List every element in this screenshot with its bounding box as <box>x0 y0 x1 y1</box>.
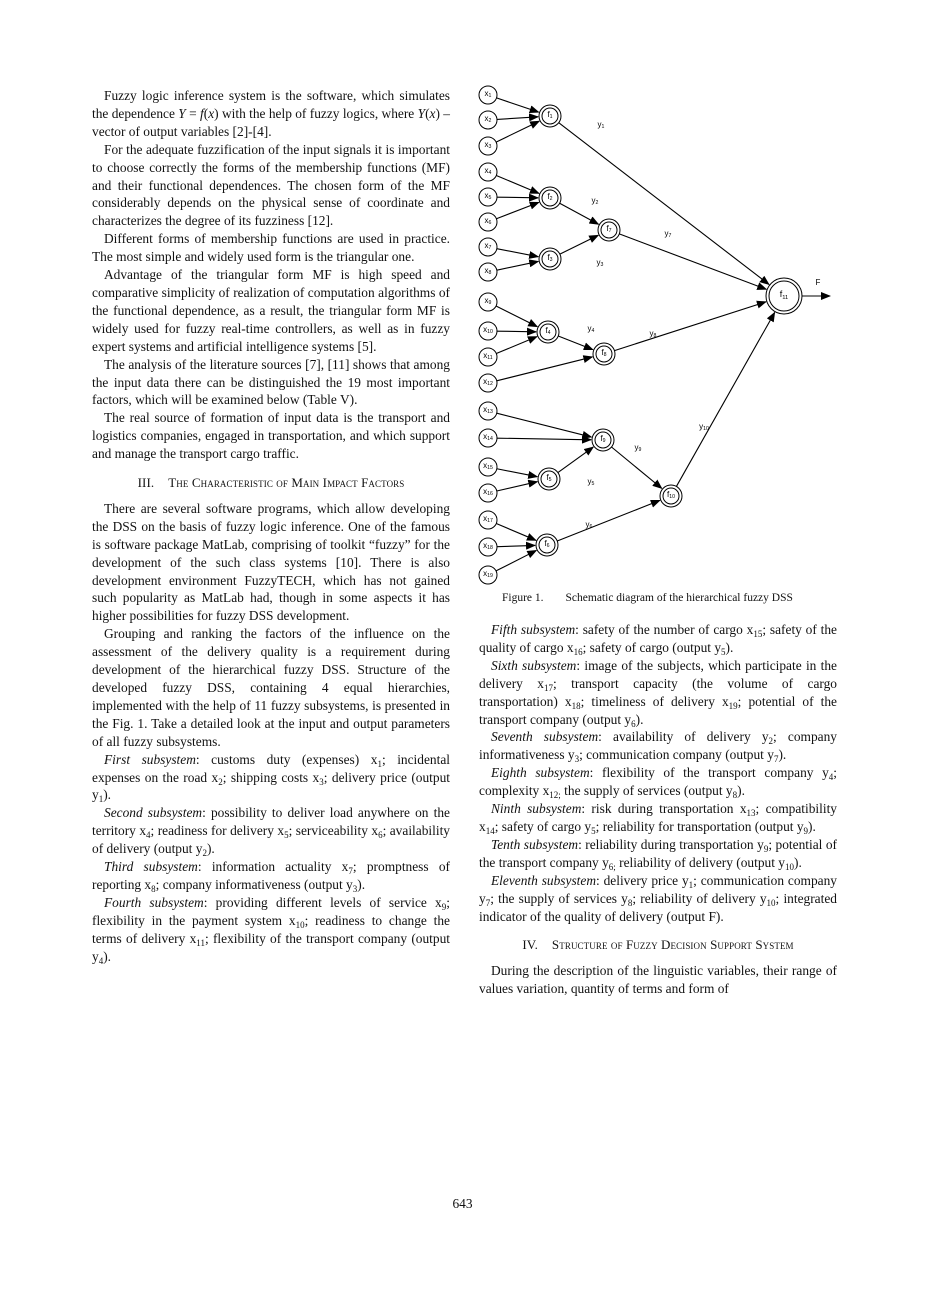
paragraph: Fuzzy logic inference system is the software, which simulates the dependence Y = f(x) with the help of fuzzy logics, where Y(x) – vector of output variables [2]-[4]. <box>92 88 450 139</box>
node-label: $x_{18}$ <box>483 541 493 552</box>
page-number: 643 <box>452 1196 473 1211</box>
edge-f1-f11 <box>559 123 769 285</box>
paragraph: Eleventh subsystem: delivery price $y_1$; communication company $y_7$; the supply of services $y_8$; reliability of delivery $y_{10}$; integrated indicator of the quality of delivery (output F). <box>479 872 837 924</box>
paragraph: First subsystem: customs duty (expenses) $x_1$; incidental expenses on the road $x_2$; shipping costs $x_3$; delivery price (output $y_1$). <box>92 751 450 805</box>
subscript: 3 <box>574 754 580 765</box>
node-label: $x_9$ <box>484 296 492 307</box>
node-label: $x_1$ <box>484 89 492 100</box>
subscript: 1 <box>377 758 382 769</box>
edge-x17-f6 <box>496 524 536 541</box>
subscript: 18 <box>571 700 581 711</box>
output-label-y7: $y_7$ <box>664 229 672 240</box>
paragraph: For the adequate fuzzification of the input signals it is important to choose correctly the forms of the membership functions (MF) and their functional dependences. The chosen form of the MF considerably depends on the physical sense of coordinate and characterizes the degree of its fuzziness [12]. <box>92 141 450 229</box>
subscript: 8 <box>151 883 156 894</box>
output-label-y10: $y_{10}$ <box>699 422 709 433</box>
subscript: 2 <box>202 848 207 859</box>
section-number: III. <box>137 475 155 491</box>
section-title: The Characteristic of Main Impact Factors <box>168 475 405 491</box>
node-label: $f_8$ <box>601 348 607 359</box>
subsystem-node-f6 <box>536 534 558 556</box>
subscript: 11 <box>196 937 205 948</box>
subscript: 9 <box>441 901 447 912</box>
subscript: 2 <box>218 776 223 787</box>
edge-x18-f6 <box>497 545 535 546</box>
subscript: 9 <box>803 825 809 836</box>
subsystem-node-f1 <box>539 105 561 127</box>
section-title: Structure of Fuzzy Decision Support System <box>551 937 794 953</box>
final-output-label: F <box>815 278 821 287</box>
subscript: 3 <box>352 883 358 894</box>
edge-f7-f11 <box>619 234 766 289</box>
input-node-x19 <box>479 566 497 584</box>
math-symbol: x <box>429 105 436 121</box>
subsystem-name: Second subsystem <box>104 805 203 821</box>
subscript: 2 <box>768 736 774 747</box>
input-node-x11 <box>479 348 497 366</box>
edge-f9-f10 <box>611 447 661 488</box>
figure-label: Figure 1. <box>502 592 544 604</box>
subscript: 19 <box>728 700 738 711</box>
edge-f10-f11 <box>676 313 774 487</box>
math-symbol: Y <box>178 105 186 121</box>
paragraph: Second subsystem: possibility to deliver load anywhere on the territory $x_4$; readiness for delivery $x_5$; serviceability $x_6$; availability of delivery (output $y_2$). <box>92 805 450 859</box>
edge-f2-f7 <box>560 203 599 224</box>
output-label-y5: $y_5$ <box>587 477 595 488</box>
math-symbol: Y <box>417 105 426 121</box>
edge-x14-f9 <box>497 438 591 440</box>
subscript: 4 <box>828 772 834 783</box>
subscript: 7 <box>773 754 779 765</box>
math-symbol: x <box>208 105 215 121</box>
subscript: 7 <box>348 866 353 877</box>
input-node-x9 <box>479 293 497 311</box>
edge-x11-f4 <box>496 337 537 354</box>
paragraph: Fourth subsystem: providing different levels of service $x_9$; flexibility in the payment system $x_{10}$; readiness to change the terms of delivery $x_{11}$; flexibility of the transport company (output $y_4$). <box>92 894 451 966</box>
paragraph: Fifth subsystem: safety of the number of cargo $x_{15}$; safety of the quality of cargo $x_{16}$; safety of cargo (output $y_5$). <box>479 622 838 657</box>
input-node-x10 <box>479 322 497 340</box>
subsystem-node-f11 <box>766 278 802 314</box>
subsystem-name: Eleventh subsystem <box>491 872 597 888</box>
node-label: $x_{19}$ <box>483 569 493 580</box>
node-label: $x_2$ <box>484 114 492 125</box>
subsystem-name: Sixth subsystem <box>491 657 577 673</box>
subsystem-name: Third subsystem <box>104 859 198 875</box>
paragraph: Grouping and ranking the factors of the influence on the assessment of the delivery quality is a requirement during development of the hierarchical fuzzy DSS. Structure of the developed fuzzy DSS, containing 4 equal hierarchies, implemented with the help of 11 fuzzy subsystems, is presented in the Fig. 1. Take a detailed look at the input and output parameters of all fuzzy subsystems. <box>92 626 450 749</box>
subscript: 6 <box>631 718 636 729</box>
node-label: $x_{12}$ <box>483 377 493 388</box>
edge-f8-f11 <box>614 302 765 351</box>
subsystem-node-f10 <box>660 485 682 507</box>
subscript: 5 <box>721 646 726 657</box>
edge-x5-f2 <box>497 197 538 198</box>
subscript: 4 <box>98 955 104 966</box>
subsystem-name: Tenth subsystem <box>491 836 579 852</box>
input-node-x6 <box>479 213 497 231</box>
input-node-x8 <box>479 263 497 281</box>
subscript: 16 <box>573 646 583 657</box>
edge-x4-f2 <box>496 175 539 193</box>
subscript: 5 <box>284 830 289 841</box>
input-node-x18 <box>479 538 497 556</box>
subsystem-node-f5 <box>538 468 560 490</box>
node-label: $x_4$ <box>484 166 492 177</box>
edge-f4-f8 <box>558 336 593 350</box>
edge-x7-f3 <box>497 249 538 257</box>
subscript: 8 <box>732 790 738 801</box>
left-column <box>92 87 450 966</box>
paragraph: Ninth subsystem: risk during transportation $x_{13}$; compatibility $x_{14}$; safety of cargo $y_5$; reliability for transportation (output $y_9$). <box>479 801 837 836</box>
paragraph: Different forms of membership functions are used in practice. The most simple and widely used form is the triangular one. <box>92 231 450 265</box>
node-label: $x_{14}$ <box>483 432 493 443</box>
input-node-x7 <box>479 238 497 256</box>
edge-x16-f5 <box>497 482 538 491</box>
input-node-x1 <box>479 86 497 104</box>
node-label: $x_{13}$ <box>483 405 493 416</box>
subscript: 10 <box>785 861 794 872</box>
paragraph: The analysis of the literature sources [7], [11] shows that among the input data there can be distinguished the 19 most important factors, which will be examined below (Table V). <box>92 356 450 408</box>
edge-x2-f1 <box>497 117 538 120</box>
output-label-y2: $y_2$ <box>591 196 599 207</box>
node-label: $f_{10}$ <box>666 490 676 501</box>
edge-x10-f4 <box>497 331 536 332</box>
node-label: $f_5$ <box>546 473 552 484</box>
edge-x1-f1 <box>497 98 539 112</box>
subsystem-node-f4 <box>537 321 559 343</box>
subsystem-name: Seventh subsystem <box>491 729 599 745</box>
input-node-x13 <box>479 402 497 420</box>
node-label: $x_8$ <box>484 266 492 277</box>
input-node-x2 <box>479 111 497 129</box>
subsystem-node-f7 <box>598 219 620 241</box>
node-label: $f_1$ <box>547 110 553 121</box>
edge-x6-f2 <box>496 202 538 218</box>
subsystem-node-f9 <box>592 429 614 451</box>
node-label: $x_{10}$ <box>483 325 493 336</box>
subsystem-name: Ninth subsystem <box>491 801 582 817</box>
output-label-y9: $y_9$ <box>634 443 642 454</box>
section-heading <box>479 936 837 954</box>
edge-x9-f4 <box>496 306 537 327</box>
subsystem-name: First subsystem <box>104 751 196 767</box>
input-node-x5 <box>479 188 497 206</box>
input-node-x12 <box>479 374 497 392</box>
subscript: 5 <box>591 825 596 836</box>
subscript: 6; <box>608 861 616 872</box>
paragraph: Sixth subsystem: image of the subjects, which participate in the delivery $x_{17}$; transport capacity (the volume of cargo transportation) $x_{18}$; timeliness of delivery $x_{19}$; potential of the transport company (output $y_6$). <box>479 657 837 729</box>
paragraph: Third subsystem: information actuality $x_7$; promptness of reporting $x_8$; company informativeness (output $y_3$). <box>92 859 451 894</box>
subscript: 7 <box>485 897 491 908</box>
edge-x19-f6 <box>496 550 536 570</box>
paragraph: Seventh subsystem: availability of delivery $y_2$; company informativeness $y_3$; communication company (output $y_7$). <box>479 729 837 765</box>
paragraph: Eighth subsystem: flexibility of the transport company $y_4$; complexity $x_{12;}$ the supply of services (output $y_8$). <box>479 765 838 801</box>
output-label-y1: $y_1$ <box>597 120 605 131</box>
subscript: 17 <box>543 682 553 693</box>
edge-x15-f5 <box>497 469 537 477</box>
paragraph: Advantage of the triangular form MF is high speed and comparative simplicity of realization of computation algorithms of the functional dependence, as a result, the triangular form MF is widely used for fuzzy real-time controllers, as well as in fuzzy expert systems and artificial intelligence systems [5]. <box>92 267 450 354</box>
subscript: 12; <box>549 790 561 801</box>
input-node-x3 <box>479 137 497 155</box>
subscript: 10 <box>766 897 776 908</box>
subscript: 6 <box>378 830 383 841</box>
subscript: 15 <box>753 629 763 639</box>
node-label: $f_7$ <box>606 224 612 235</box>
node-label: $x_6$ <box>484 216 492 227</box>
section-number: IV. <box>522 937 538 953</box>
output-label-y4: $y_4$ <box>587 324 595 335</box>
node-label: $x_{17}$ <box>483 514 493 525</box>
subsystem-name: Eighth subsystem <box>491 765 590 781</box>
section-heading <box>92 474 450 492</box>
subscript: 1 <box>688 879 694 890</box>
subscript: 14 <box>485 825 495 836</box>
edge-f5-f9 <box>558 447 593 473</box>
subscript: 10 <box>295 919 305 930</box>
paragraph: During the description of the linguistic variables, their range of values variation, quantity of terms and form of <box>479 963 837 997</box>
node-label: $x_7$ <box>484 241 492 252</box>
subsystem-node-f2 <box>539 187 561 209</box>
node-label: $x_{15}$ <box>483 461 493 472</box>
paragraph: Tenth subsystem: reliability during transportation $y_9$; potential of the transport company $y_{6;}$ reliability of delivery (output $y_{10}$). <box>479 836 838 872</box>
subsystem-node-f3 <box>539 248 561 270</box>
subsystem-node-f8 <box>593 343 615 365</box>
node-label: $f_9$ <box>600 434 606 445</box>
output-label-y8: $y_8$ <box>649 329 657 340</box>
paragraph: The real source of formation of input data is the transport and logistics companies, engaged in transportation, and which support and manage the transport cargo traffic. <box>92 410 450 462</box>
node-label: $f_2$ <box>547 192 553 203</box>
edge-x8-f3 <box>497 261 538 270</box>
input-node-x15 <box>479 458 497 476</box>
edge-x12-f8 <box>497 357 593 381</box>
hierarchical-fuzzy-dss-diagram <box>470 80 850 590</box>
subsystem-name: Fifth subsystem <box>491 622 576 637</box>
figure-caption <box>502 592 793 604</box>
input-node-x17 <box>479 511 497 529</box>
edge-x13-f9 <box>497 413 592 437</box>
subscript: 9 <box>763 843 769 854</box>
subscript: 1 <box>98 794 104 805</box>
subscript: 8 <box>627 897 633 908</box>
node-label: $f_{11}$ <box>779 289 789 301</box>
node-label: $f_3$ <box>547 253 553 264</box>
right-column <box>479 621 837 998</box>
input-node-x14 <box>479 429 497 447</box>
node-label: $f_6$ <box>544 539 550 550</box>
edge-x3-f1 <box>496 121 539 142</box>
edge-f6-f10 <box>557 500 660 541</box>
node-label: $x_5$ <box>484 191 492 202</box>
node-label: $x_{11}$ <box>483 351 493 362</box>
output-label-y6: $y_6$ <box>585 520 593 531</box>
subscript: 3 <box>319 776 324 787</box>
input-node-x16 <box>479 484 497 502</box>
figure-caption-text: Schematic diagram of the hierarchical fuzzy DSS <box>565 592 793 604</box>
node-label: $x_3$ <box>484 140 492 151</box>
input-node-x4 <box>479 163 497 181</box>
node-label: $f_4$ <box>545 326 551 337</box>
output-label-y3: $y_3$ <box>596 258 604 269</box>
subscript: 13 <box>746 808 756 819</box>
node-label: $x_{16}$ <box>483 487 493 498</box>
subsystem-name: Fourth subsystem <box>104 894 204 910</box>
edge-f3-f7 <box>560 235 598 254</box>
subscript: 4 <box>146 830 151 841</box>
math-symbol: f <box>199 105 204 121</box>
paragraph: There are several software programs, which allow developing the DSS on the basis of fuzzy logic inference. One of the famous is software package MatLab, comprising of toolkit “fuzzy” for the development of the such class systems [10]. There is also development environment FuzzyTECH, which has not gained such popularity as MatLab had, though in some aspects it has higher possibilities for fuzzy DSS development. <box>92 500 450 624</box>
